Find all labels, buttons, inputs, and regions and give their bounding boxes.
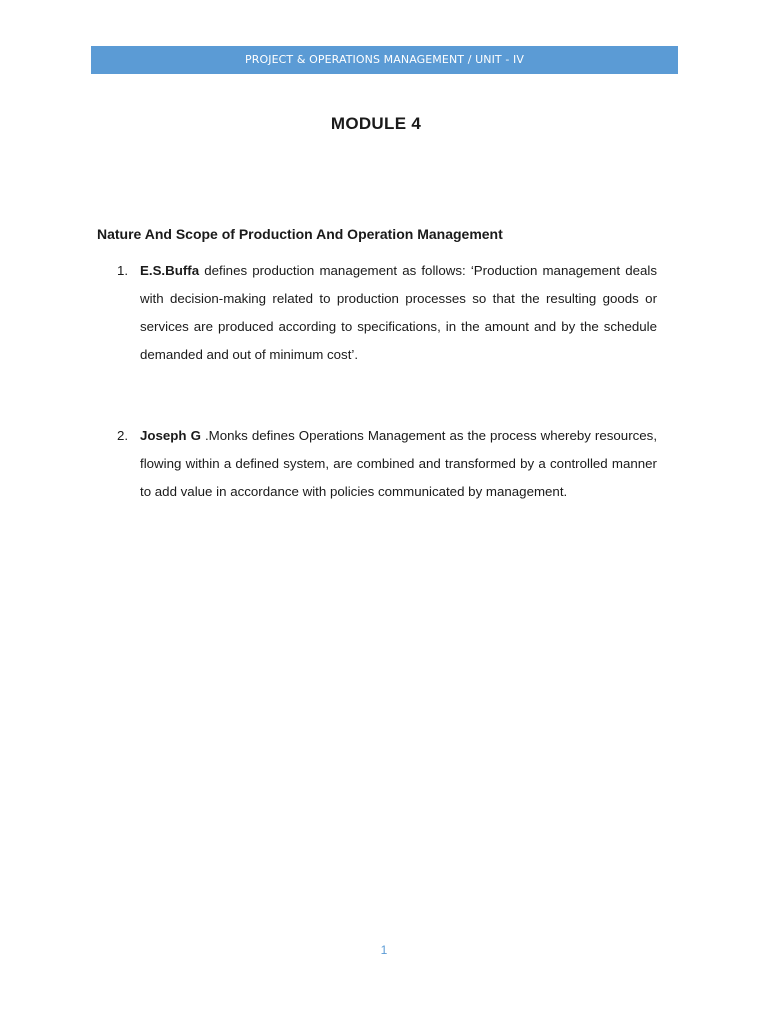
module-title: MODULE 4 — [330, 114, 422, 133]
list-item-body: defines production management as follows: ‘Production management deals with decision-making related to production processes so that the resulting goods or services are produced according to specifications, in the amount and by the schedule demanded and out of minimum cost’. — [140, 263, 657, 362]
page-header-bar — [91, 46, 678, 74]
list-item-body: .Monks defines Operations Management as the process whereby resources, flowing within a defined system, are combined and transformed by a controlled manner to add value in accordance with policies communicated by management. — [140, 428, 658, 499]
list-item-author: E.S.Buffa — [140, 263, 200, 278]
page-number: 1 — [380, 943, 388, 957]
header-title: PROJECT & OPERATIONS MANAGEMENT / UNIT - IV — [245, 53, 524, 66]
list-item-text — [140, 257, 657, 369]
list-item-number: 2. — [117, 428, 129, 443]
section-heading: Nature And Scope of Production And Operation Management — [97, 226, 503, 242]
list-item — [117, 257, 657, 369]
list-item-author: Joseph G — [140, 428, 201, 443]
list-item-text — [140, 422, 657, 506]
list-item-number: 1. — [117, 263, 129, 278]
list-item — [117, 422, 657, 506]
